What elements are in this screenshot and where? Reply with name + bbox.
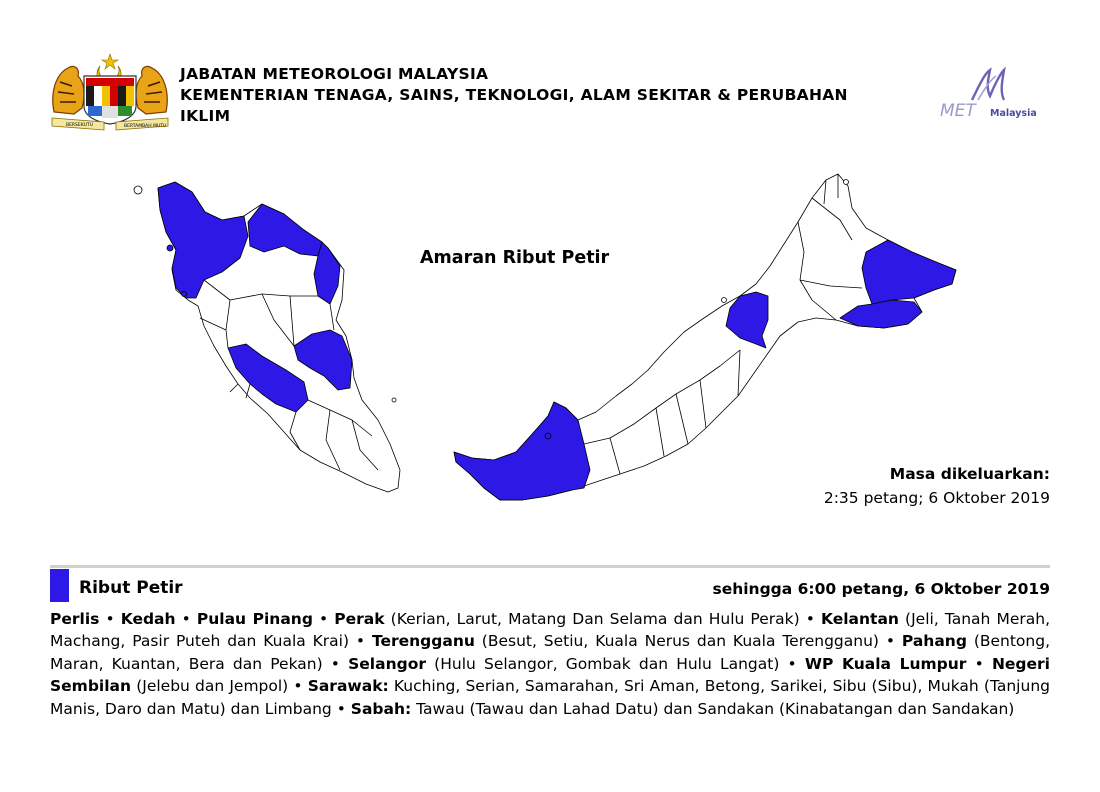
area-separator: • bbox=[349, 632, 372, 651]
island bbox=[722, 298, 727, 303]
area-districts: Tawau (Tawau dan Lahad Datu) dan Sandakan (Kinabatangan dan Sandakan) bbox=[416, 699, 1015, 718]
area-separator: • bbox=[99, 610, 121, 628]
east-malaysia bbox=[454, 174, 956, 500]
issued-time-block bbox=[824, 462, 1050, 510]
met-brand-text: MET bbox=[940, 101, 976, 121]
legend-label: Ribut Petir bbox=[79, 578, 183, 598]
area-state: Pahang bbox=[901, 632, 967, 651]
area-state: Selangor bbox=[348, 654, 426, 673]
warn-sarawak-west bbox=[454, 402, 590, 500]
crest-motto-left: BERSEKUTU bbox=[66, 123, 93, 128]
area-separator: • bbox=[175, 610, 197, 628]
met-sub-text: Malaysia bbox=[990, 108, 1037, 119]
area-state: Perlis bbox=[50, 610, 100, 628]
area-separator: • bbox=[799, 610, 821, 628]
area-state: Pulau Pinang bbox=[196, 610, 313, 628]
island bbox=[545, 433, 551, 439]
area-state: Perak bbox=[334, 610, 385, 628]
area-state: Negeri Sembilan bbox=[50, 654, 1050, 696]
area-districts: (Jelebu dan Jempol) bbox=[136, 677, 289, 696]
area-districts: (Hulu Selangor, Gombak dan Hulu Langat) bbox=[434, 654, 780, 673]
area-state: Terengganu bbox=[371, 632, 475, 651]
island bbox=[134, 186, 142, 194]
island bbox=[167, 245, 173, 251]
area-separator: • bbox=[312, 610, 335, 628]
page-header bbox=[0, 0, 1100, 140]
legend-swatch bbox=[50, 569, 69, 602]
issued-label: Masa dikeluarkan: bbox=[889, 465, 1050, 483]
area-separator: • bbox=[878, 632, 902, 651]
area-separator: • bbox=[966, 654, 992, 673]
crest-motto-right: BERTAMBAH MUTU bbox=[124, 124, 167, 129]
met-malaysia-logo bbox=[934, 66, 1050, 122]
coat-of-arms-logo bbox=[48, 52, 172, 132]
warn-sabah-sandakan bbox=[862, 240, 956, 304]
area-districts: (Kerian, Larut, Matang Dan Selama dan Hulu Perak) bbox=[390, 610, 800, 628]
area-separator: • bbox=[331, 699, 351, 718]
area-state: Sarawak: bbox=[307, 677, 389, 696]
ministry-name: KEMENTERIAN TENAGA, SAINS, TEKNOLOGI, ALAM SEKITAR & PERUBAHAN bbox=[180, 86, 848, 104]
area-districts: Kuching, Serian, Samarahan, Sri Aman, Betong, Sarikei, Sibu (Sibu), Mukah (Tanjung Manis, Daro dan Matu) dan Limbang bbox=[50, 677, 1050, 718]
area-state: Kelantan bbox=[820, 610, 899, 628]
area-separator: • bbox=[322, 654, 349, 673]
section-divider bbox=[50, 565, 1050, 568]
area-state: Kedah bbox=[120, 610, 176, 628]
area-state: WP Kuala Lumpur bbox=[804, 654, 967, 673]
valid-until: sehingga 6:00 petang, 6 Oktober 2019 bbox=[712, 580, 1050, 598]
agency-header bbox=[180, 64, 848, 127]
island bbox=[182, 292, 187, 297]
map-title: Amaran Ribut Petir bbox=[420, 248, 610, 268]
area-districts: (Bentong, Maran, Kuantan, Bera dan Pekan) bbox=[50, 632, 1051, 673]
area-districts: (Besut, Setiu, Kuala Nerus dan Kuala Terengganu) bbox=[481, 632, 879, 651]
island bbox=[844, 180, 849, 185]
issued-time: 2:35 petang; 6 Oktober 2019 bbox=[823, 489, 1050, 507]
ministry-name-continued: IKLIM bbox=[180, 107, 231, 125]
area-state: Sabah: bbox=[350, 699, 412, 718]
affected-areas-list bbox=[50, 608, 1050, 720]
peninsular-malaysia bbox=[134, 182, 400, 492]
area-districts: (Jeli, Tanah Merah, Machang, Pasir Puteh dan Kuala Krai) bbox=[50, 610, 1050, 651]
area-separator: • bbox=[288, 677, 308, 696]
agency-name: JABATAN METEOROLOGI MALAYSIA bbox=[180, 65, 489, 83]
island bbox=[392, 398, 396, 402]
area-separator: • bbox=[779, 654, 805, 673]
